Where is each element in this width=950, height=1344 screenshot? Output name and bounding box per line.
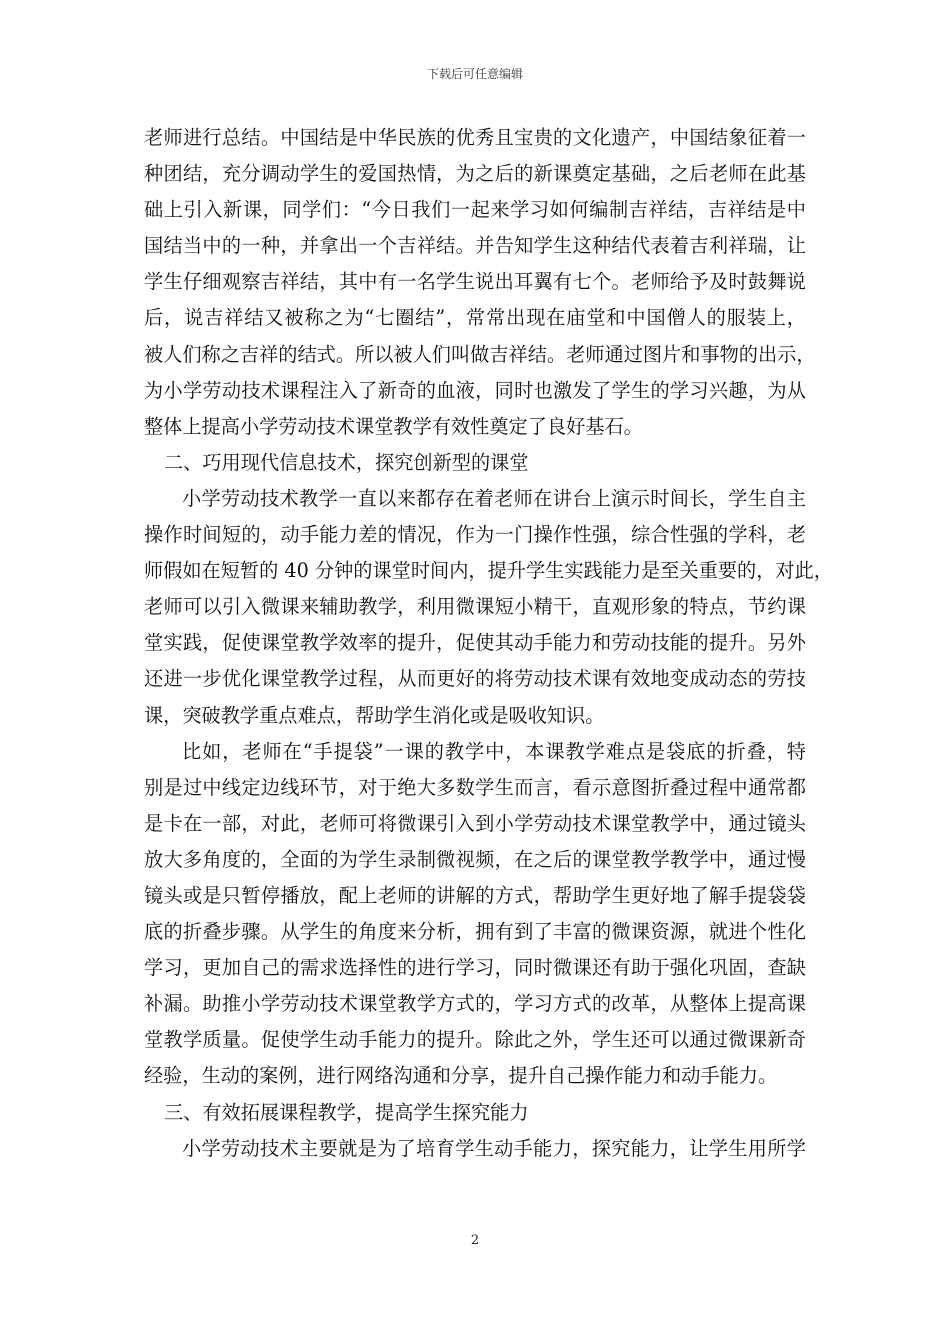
text-line: 整体上提高小学劳动技术课堂教学有效性奠定了良好基石。 <box>144 414 643 438</box>
text-line: 堂教学质量。促使学生动手能力的提升。除此之外，学生还可以通过微课新奇 <box>144 1028 806 1052</box>
page-number: 2 <box>470 1233 480 1248</box>
text-line: 比如，老师在“手提袋”一课的教学中，本课教学难点是袋底的折叠，特 <box>182 739 806 763</box>
text-line: 是卡在一部，对此，老师可将微课引入到小学劳动技术课堂教学中，通过镜头 <box>144 811 806 835</box>
text-line: 别是过中线定边线环节，对于绝大多数学生而言，看示意图折叠过程中通常都 <box>144 775 806 799</box>
text-line: 放大多角度的，全面的为学生录制微视频，在之后的课堂教学教学中，通过慢 <box>144 847 806 871</box>
page-header: 下载后可任意编辑 <box>426 67 523 81</box>
text-line: 被人们称之吉祥的结式。所以被人们叫做吉祥结。老师通过图片和事物的出示， <box>144 342 816 366</box>
document-body <box>144 120 833 1167</box>
text-line: 老师进行总结。中国结是中华民族的优秀且宝贵的文化遗产，中国结象征着一 <box>144 126 806 149</box>
text-line: 为小学劳动技术课程注入了新奇的血液，同时也激发了学生的学习兴趣，为从 <box>144 378 806 402</box>
text-line: 操作时间短的，动手能力差的情况，作为一门操作性强，综合性强的学科，老 <box>144 523 806 547</box>
section-heading: 二、巧用现代信息技术，探究创新型的课堂 <box>164 450 529 474</box>
text-line: 师假如在短暂的 40 分钟的课堂时间内，提升学生实践能力是至关重要的，对此， <box>144 559 833 583</box>
text-line: 小学劳动技术主要就是为了培育学生动手能力，探究能力，让学生用所学 <box>182 1136 806 1160</box>
text-line: 镜头或是只暂停播放，配上老师的讲解的方式，帮助学生更好地了解手提袋袋 <box>144 883 806 907</box>
text-line: 学习，更加自己的需求选择性的进行学习，同时微课还有助于强化巩固，查缺 <box>144 956 806 980</box>
text-line: 础上引入新课，同学们：“今日我们一起来学习如何编制吉祥结，吉祥结是中 <box>144 198 806 222</box>
text-line: 经验，生动的案例，进行网络沟通和分享，提升自己操作能力和动手能力。 <box>144 1064 778 1088</box>
text-line: 学生仔细观察吉祥结，其中有一名学生说出耳翼有七个。老师给予及时鼓舞说 <box>144 270 806 294</box>
section-heading: 三、有效拓展课程教学，提高学生探究能力 <box>164 1100 529 1124</box>
text-line: 补漏。助推小学劳动技术课堂教学方式的，学习方式的改革，从整体上提高课 <box>144 992 806 1016</box>
text-line: 老师可以引入微课来辅助教学，利用微课短小精干，直观形象的特点，节约课 <box>144 595 806 619</box>
text-line: 堂实践，促使课堂教学效率的提升，促使其动手能力和劳动技能的提升。另外 <box>144 631 806 655</box>
text-line: 还进一步优化课堂教学过程，从而更好的将劳动技术课有效地变成动态的劳技 <box>144 667 806 691</box>
text-line: 底的折叠步骤。从学生的角度来分析，拥有到了丰富的微课资源，就进个性化 <box>144 920 806 944</box>
text-line: 后，说吉祥结又被称之为“七圈结”，常常出现在庙堂和中国僧人的服装上， <box>144 306 806 330</box>
text-line: 种团结，充分调动学生的爱国热情，为之后的新课奠定基础，之后老师在此基 <box>144 162 806 186</box>
text-line: 国结当中的一种，并拿出一个吉祥结。并告知学生这种结代表着吉利祥瑞，让 <box>144 234 806 258</box>
text-line: 课，突破教学重点难点，帮助学生消化或是吸收知识。 <box>144 703 605 727</box>
text-line: 小学劳动技术教学一直以来都存在着老师在讲台上演示时间长，学生自主 <box>182 486 806 510</box>
